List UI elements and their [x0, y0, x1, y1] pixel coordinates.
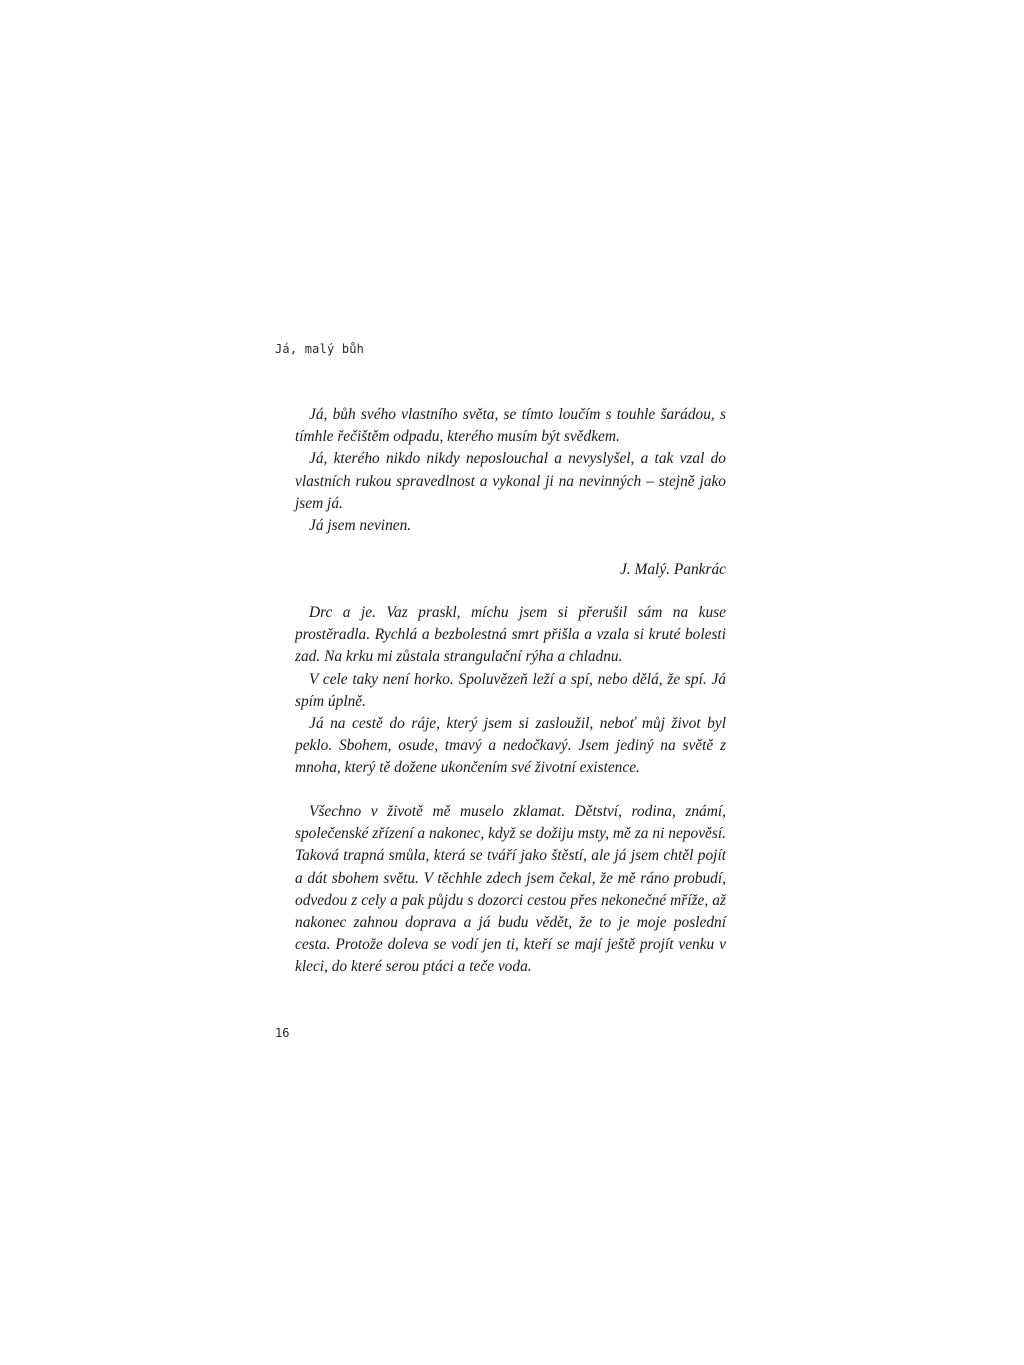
paragraph: Já, bůh svého vlastního světa, se tímto loučím s touhle šarádou, s tímhle řečištěm odpadu, kterého musím být svědkem. — [295, 406, 726, 446]
paragraph: Já na cestě do ráje, který jsem si zasloužil, neboť můj život byl peklo. Sbohem, osude, tmavý a nedočkavý. Jsem jediný na světě z mnoha, který tě dožene ukončením své životní existence. — [295, 715, 726, 777]
paragraph: Já, kterého nikdo nikdy neposlouchal a nevyslyšel, a tak vzal do vlastních rukou spravedlnost a vykonal ji na nevinných – stejně jako jsem já. — [295, 450, 726, 512]
cell-death-section — [295, 602, 726, 780]
suicide-note-section — [295, 404, 726, 537]
paragraph: Já jsem nevinen. — [309, 517, 412, 535]
running-header: Já, malý bůh — [275, 342, 365, 356]
paragraph: Všechno v životě mě muselo zklamat. Dětství, rodina, známí, společenské zřízení a nakonec, když se dožiju msty, mě za ni nepověsí. Taková trapná smůla, která se tváří jako štěstí, ale já jsem chtěl pojít a dát sbohem světu. V těchhle zdech jsem čekal, že mě ráno probudí, odvedou z cely a pak půjdu s dozorci cestou přes nekonečné mříže, až nakonec zahnou doprava a já budu vědět, že to je moje poslední cesta. Protože doleva se vodí jen ti, kteří se mají ještě projít venku v kleci, do které serou ptáci a teče voda. — [295, 803, 726, 976]
paragraph: V cele taky není horko. Spoluvězeň leží a spí, nebo dělá, že spí. Já spím úplně. — [295, 670, 726, 710]
paragraph: Drc a je. Vaz praskl, míchu jsem si přerušil sám na kuse prostěradla. Rychlá a bezbolestná smrt přišla a vzala si kruté bolesti zad. Na krku mi zůstala strangulační rýha a chladnu. — [295, 604, 726, 666]
page-number: 16 — [275, 1026, 290, 1040]
disappointment-section — [295, 801, 726, 979]
signature: J. Malý. Pankrác — [620, 561, 726, 578]
